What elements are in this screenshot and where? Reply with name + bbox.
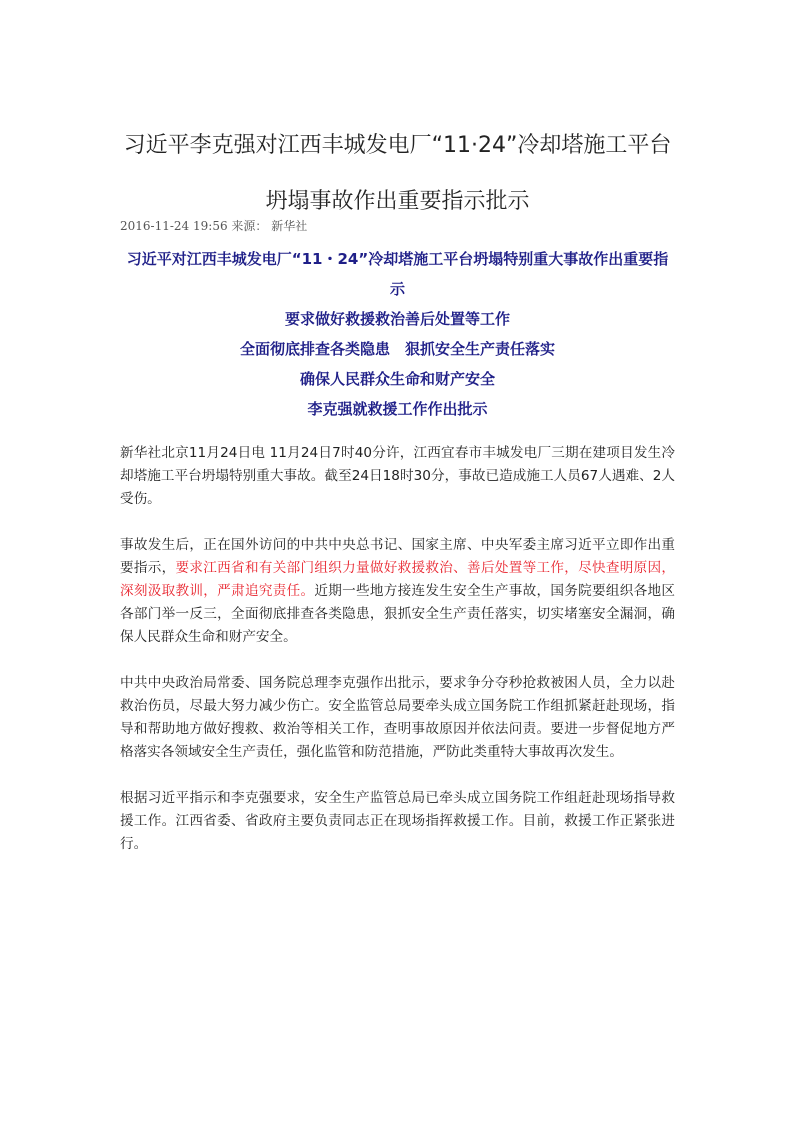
subheading: 李克强就救援工作作出批示 [307,400,488,418]
highlighted-text: 要求江西省和有关部门组织力量做好救援救治、善后处置等工作，尽快查明原因，深刻汲取教训，严肃追究责任。 [120,560,675,599]
article-title [120,118,675,230]
article-meta: 2016-11-24 19:56 来源： 新华社 [120,219,308,233]
subheading: 要求做好救援救治善后处置等工作 [284,310,510,328]
subheading: 确保人民群众生命和财产安全 [299,370,495,388]
paragraph: 根据习近平指示和李克强要求，安全生产监管总局已牵头成立国务院工作组赶赴现场指导救援工作。江西省委、省政府主要负责同志正在现场指挥救援工作。目前，救援工作正紧张进行。 [120,790,675,852]
subheading: 全面彻底排查各类隐患 狠抓安全生产责任落实 [239,340,555,358]
title-line-1: 习近平李克强对江西丰城发电厂“11·24”冷却塔施工平台 [123,133,672,158]
paragraph [120,534,675,649]
subheadings [120,244,675,424]
paragraph-text: 事故发生后，正在国外访问的中共中央总书记、国家主席、中央军委主席习近平立即作出重要指示， [120,537,675,576]
article [120,118,675,879]
article-body [120,442,675,856]
title-line-2: 坍塌事故作出重要指示批示 [265,189,530,214]
paragraph-text: 近期一些地方接连发生安全生产事故，国务院要组织各地区各部门举一反三，全面彻底排查各类隐患，狠抓安全生产责任落实，切实堵塞安全漏洞，确保人民群众生命和财产安全。 [120,583,676,645]
subheading: 习近平对江西丰城发电厂“11・24”冷却塔施工平台坍塌特别重大事故作出重要指示 [126,250,669,298]
paragraph: 中共中央政治局常委、国务院总理李克强作出批示，要求争分夺秒抢救被困人员，全力以赴救治伤员，尽最大努力减少伤亡。安全监管总局要牵头成立国务院工作组抓紧赶赴现场，指导和帮助地方做好搜救、救治等相关工作，查明事故原因并依法问责。要进一步督促地方严格落实各领域安全生产责任，强化监管和防范措施，严防此类重特大事故再次发生。 [120,675,675,760]
paragraph: 新华社北京11月24日电 11月24日7时40分许，江西宜春市丰城发电厂三期在建项目发生冷却塔施工平台坍塌特别重大事故。截至24日18时30分，事故已造成施工人员67人遇难、2人受伤。 [120,445,675,507]
